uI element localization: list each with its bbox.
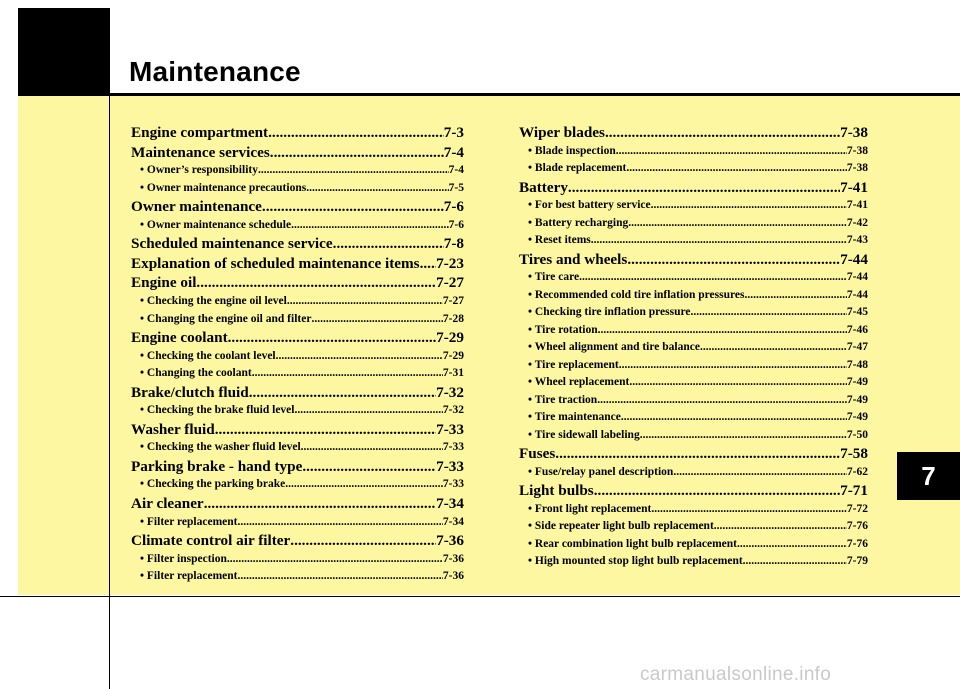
toc-dot-leader — [579, 269, 847, 287]
toc-subsection-entry[interactable] — [131, 439, 464, 457]
toc-subsection-entry[interactable] — [519, 357, 868, 375]
toc-page-number: 7-38 — [846, 162, 868, 175]
toc-entry-label: • Changing the engine oil and filter — [140, 312, 312, 325]
toc-entry-label: • Tire care — [528, 271, 580, 284]
toc-page-number: 7-32 — [442, 404, 464, 417]
toc-section-entry[interactable] — [131, 420, 464, 440]
toc-section-entry[interactable] — [131, 328, 464, 348]
toc-section-entry[interactable] — [131, 494, 464, 514]
toc-dot-leader — [628, 215, 847, 233]
toc-subsection-entry[interactable] — [131, 568, 464, 586]
toc-subsection-entry[interactable] — [519, 392, 868, 410]
toc-subsection-entry[interactable] — [519, 322, 868, 340]
toc-page-number: 7-44 — [846, 271, 868, 284]
toc-subsection-entry[interactable] — [519, 215, 868, 233]
toc-entry-label: Light bulbs — [519, 482, 594, 500]
toc-entry-label: • Owner maintenance precautions — [140, 181, 307, 194]
toc-subsection-entry[interactable] — [519, 374, 868, 392]
toc-dot-leader — [291, 217, 449, 235]
toc-entry-label: • Front light replacement — [528, 502, 652, 515]
toc-dot-leader — [743, 553, 847, 571]
toc-subsection-entry[interactable] — [519, 304, 868, 322]
toc-subsection-entry[interactable] — [519, 160, 868, 178]
toc-section-entry[interactable] — [519, 444, 868, 464]
toc-page-number: 7-43 — [846, 234, 868, 247]
toc-section-entry[interactable] — [131, 273, 464, 293]
toc-page-number: 7-41 — [846, 199, 868, 212]
toc-subsection-entry[interactable] — [519, 197, 868, 215]
toc-dot-leader — [591, 232, 847, 250]
toc-entry-label: • Owner maintenance schedule — [140, 218, 292, 231]
toc-subsection-entry[interactable] — [519, 409, 868, 427]
toc-page-number: 7-5 — [448, 181, 464, 194]
toc-entry-label: • Recommended cold tire inflation pressures — [528, 288, 745, 301]
toc-subsection-entry[interactable] — [131, 551, 464, 569]
toc-dot-leader — [420, 254, 437, 274]
toc-entry-label: Brake/clutch fluid — [131, 383, 249, 401]
toc-entry-label: • Checking the engine oil level — [140, 295, 287, 308]
toc-page-number: 7-44 — [846, 288, 868, 301]
toc-dot-leader — [605, 123, 840, 143]
toc-dot-leader — [690, 304, 846, 322]
toc-dot-leader — [196, 273, 436, 293]
toc-entry-label: • Checking the brake fluid level — [140, 404, 295, 417]
toc-dot-leader — [598, 322, 847, 340]
toc-entry-label: • Tire replacement — [528, 358, 619, 371]
toc-entry-label: • Battery recharging — [528, 216, 629, 229]
toc-subsection-entry[interactable] — [519, 553, 868, 571]
toc-page-number: 7-6 — [443, 198, 464, 216]
toc-page-number: 7-38 — [846, 144, 868, 157]
toc-dot-leader — [700, 339, 847, 357]
toc-page-number: 7-76 — [846, 537, 868, 550]
toc-page-number: 7-49 — [846, 393, 868, 406]
toc-section-entry[interactable] — [519, 123, 868, 143]
toc-page-number: 7-3 — [443, 124, 464, 141]
page-title: Maintenance — [129, 56, 301, 87]
toc-section-entry[interactable] — [131, 254, 464, 274]
toc-entry-label: Wiper blades — [519, 124, 605, 141]
toc-dot-leader — [640, 427, 847, 445]
toc-page-number: 7-23 — [436, 254, 464, 272]
toc-page-number: 7-42 — [846, 216, 868, 229]
toc-section-entry[interactable] — [131, 123, 464, 143]
toc-page-number: 7-45 — [846, 306, 868, 319]
toc-dot-leader — [333, 234, 444, 254]
toc-dot-leader — [597, 392, 847, 410]
toc-entry-label: • Fuse/relay panel description — [528, 465, 674, 478]
toc-page-number: 7-32 — [436, 383, 464, 401]
toc-dot-leader — [285, 476, 443, 494]
toc-dot-leader — [673, 464, 847, 482]
toc-page-number: 7-31 — [442, 367, 464, 380]
toc-entry-label: Fuses — [519, 445, 556, 463]
toc-dot-leader — [626, 160, 847, 178]
chapter-tab[interactable]: 7 — [897, 452, 960, 500]
toc-entry-label: • Tire rotation — [528, 323, 598, 336]
toc-subsection-entry[interactable] — [519, 501, 868, 519]
toc-entry-label: Climate control air filter — [131, 532, 291, 550]
toc-entry-label: Engine oil — [131, 274, 197, 292]
toc-page-number: 7-76 — [846, 520, 868, 533]
toc-entry-label: • Tire sidewall labeling — [528, 428, 640, 441]
toc-entry-label: • Rear combination light bulb replacement — [528, 537, 738, 550]
toc-page-number: 7-8 — [443, 235, 464, 253]
toc-dot-leader — [627, 250, 840, 270]
toc-entry-label: • Tire traction — [528, 393, 598, 406]
toc-entry-label: Owner maintenance — [131, 198, 262, 216]
toc-subsection-entry[interactable] — [131, 162, 464, 180]
toc-entry-label: • Blade replacement — [528, 162, 627, 175]
toc-dot-leader — [306, 180, 448, 198]
toc-entry-label: • Filter inspection — [140, 552, 227, 565]
toc-dot-leader — [276, 348, 443, 366]
toc-section-entry[interactable] — [131, 234, 464, 254]
toc-subsection-entry[interactable] — [131, 311, 464, 329]
toc-entry-label: • Changing the coolant — [140, 367, 252, 380]
toc-dot-leader — [228, 328, 437, 348]
toc-page-number: 7-34 — [436, 494, 464, 512]
toc-dot-leader — [594, 481, 840, 501]
margin-divider — [109, 8, 110, 689]
toc-dot-leader — [302, 457, 436, 477]
toc-entry-label: • Wheel alignment and tire balance — [528, 341, 700, 354]
toc-page-number: 7-28 — [442, 312, 464, 325]
toc-dot-leader — [287, 293, 443, 311]
toc-page-number: 7-79 — [846, 555, 868, 568]
toc-page-number: 7-62 — [846, 465, 868, 478]
toc-entry-label: • Checking the washer fluid level — [140, 441, 301, 454]
toc-subsection-entry[interactable] — [131, 348, 464, 366]
toc-dot-leader — [311, 311, 442, 329]
toc-entry-label: Tires and wheels — [519, 250, 628, 268]
toc-right-column — [519, 123, 868, 571]
toc-entry-label: • Blade inspection — [528, 144, 616, 157]
toc-page-number: 7-27 — [442, 295, 464, 308]
toc-dot-leader — [215, 420, 436, 440]
toc-dot-leader — [262, 197, 444, 217]
toc-subsection-entry[interactable] — [519, 464, 868, 482]
toc-entry-label: • Owner’s responsibility — [140, 164, 258, 177]
toc-dot-leader — [270, 143, 444, 163]
header-black-block — [18, 8, 109, 96]
toc-page-number: 7-38 — [840, 124, 868, 141]
toc-left-column — [131, 123, 464, 586]
toc-subsection-entry[interactable] — [519, 427, 868, 445]
toc-dot-leader — [237, 514, 442, 532]
toc-subsection-entry[interactable] — [131, 476, 464, 494]
toc-section-entry[interactable] — [131, 457, 464, 477]
toc-entry-label: Engine compartment — [131, 124, 269, 141]
toc-entry-label: • Filter replacement — [140, 570, 238, 583]
toc-page-number: 7-36 — [442, 552, 464, 565]
toc-dot-leader — [301, 439, 443, 457]
toc-page-number: 7-29 — [436, 329, 464, 347]
toc-page-number: 7-44 — [840, 250, 868, 268]
toc-page-number: 7-47 — [846, 341, 868, 354]
toc-entry-label: • Side repeater light bulb replacement — [528, 520, 714, 533]
toc-subsection-entry[interactable] — [131, 402, 464, 420]
toc-subsection-entry[interactable] — [519, 536, 868, 554]
toc-entry-label: Maintenance services — [131, 143, 270, 161]
toc-page-number: 7-49 — [846, 411, 868, 424]
toc-page-number: 7-33 — [436, 457, 464, 475]
toc-section-entry[interactable] — [131, 143, 464, 163]
toc-dot-leader — [568, 178, 840, 198]
toc-dot-leader — [252, 365, 443, 383]
toc-dot-leader — [290, 531, 436, 551]
toc-page-number: 7-58 — [840, 445, 868, 463]
toc-dot-leader — [651, 501, 847, 519]
toc-page-number: 7-33 — [442, 441, 464, 454]
toc-dot-leader — [621, 409, 847, 427]
toc-entry-label: • Checking the coolant level — [140, 349, 276, 362]
toc-subsection-entry[interactable] — [519, 269, 868, 287]
toc-entry-label: • Reset items — [528, 234, 591, 247]
toc-subsection-entry[interactable] — [131, 365, 464, 383]
toc-entry-label: • Checking the parking brake — [140, 478, 286, 491]
toc-section-entry[interactable] — [131, 197, 464, 217]
toc-subsection-entry[interactable] — [519, 143, 868, 161]
toc-page-number: 7-36 — [436, 532, 464, 550]
toc-dot-leader — [268, 123, 444, 143]
toc-dot-leader — [651, 197, 847, 215]
toc-page-number: 7-48 — [846, 358, 868, 371]
toc-page-number: 7-4 — [443, 143, 464, 161]
toc-dot-leader — [616, 143, 847, 161]
toc-dot-leader — [619, 357, 847, 375]
toc-entry-label: • Checking tire inflation pressure — [528, 306, 691, 319]
watermark-text: carmanualsonline.info — [640, 664, 832, 685]
toc-entry-label: Air cleaner — [131, 494, 204, 512]
toc-entry-label: • High mounted stop light bulb replacement — [528, 555, 743, 568]
toc-page-number: 7-49 — [846, 376, 868, 389]
toc-page-number: 7-71 — [840, 482, 868, 500]
toc-subsection-entry[interactable] — [131, 514, 464, 532]
toc-subsection-entry[interactable] — [519, 232, 868, 250]
footer-rule — [0, 596, 960, 597]
toc-subsection-entry[interactable] — [131, 293, 464, 311]
toc-page-number: 7-34 — [442, 515, 464, 528]
header-rule — [109, 93, 960, 96]
toc-entry-label: Parking brake - hand type — [131, 457, 303, 475]
toc-page-number: 7-46 — [846, 323, 868, 336]
toc-entry-label: • Tire maintenance — [528, 411, 621, 424]
toc-subsection-entry[interactable] — [519, 518, 868, 536]
toc-page-number: 7-50 — [846, 428, 868, 441]
toc-dot-leader — [204, 494, 436, 514]
toc-dot-leader — [258, 162, 449, 180]
toc-section-entry[interactable] — [519, 250, 868, 270]
toc-entry-label: Scheduled maintenance service — [131, 235, 333, 253]
toc-page-number: 7-41 — [840, 178, 868, 196]
toc-page-number: 7-33 — [436, 420, 464, 438]
toc-subsection-entry[interactable] — [519, 339, 868, 357]
toc-section-entry[interactable] — [131, 383, 464, 403]
toc-entry-label: Washer fluid — [131, 420, 215, 438]
toc-entry-label: • For best battery service — [528, 199, 651, 212]
toc-page-number: 7-29 — [442, 349, 464, 362]
toc-page-number: 7-6 — [448, 218, 464, 231]
toc-entry-label: Battery — [519, 178, 568, 196]
toc-page-number: 7-27 — [436, 274, 464, 292]
toc-subsection-entry[interactable] — [519, 287, 868, 305]
toc-section-entry[interactable] — [519, 178, 868, 198]
toc-subsection-entry[interactable] — [131, 180, 464, 198]
toc-dot-leader — [227, 551, 443, 569]
toc-page-number: 7-4 — [448, 164, 464, 177]
toc-dot-leader — [629, 374, 847, 392]
toc-dot-leader — [744, 287, 846, 305]
toc-page-number: 7-36 — [442, 570, 464, 583]
toc-entry-label: Explanation of scheduled maintenance items — [131, 254, 420, 272]
toc-dot-leader — [237, 568, 442, 586]
toc-subsection-entry[interactable] — [131, 217, 464, 235]
toc-dot-leader — [555, 444, 840, 464]
toc-section-entry[interactable] — [131, 531, 464, 551]
toc-section-entry[interactable] — [519, 481, 868, 501]
toc-entry-label: • Filter replacement — [140, 515, 238, 528]
toc-dot-leader — [249, 383, 436, 403]
toc-entry-label: Engine coolant — [131, 329, 228, 347]
toc-dot-leader — [714, 518, 847, 536]
toc-page-number: 7-33 — [442, 478, 464, 491]
toc-entry-label: • Wheel replacement — [528, 376, 630, 389]
toc-dot-leader — [295, 402, 443, 420]
toc-page-number: 7-72 — [846, 502, 868, 515]
toc-dot-leader — [737, 536, 847, 554]
